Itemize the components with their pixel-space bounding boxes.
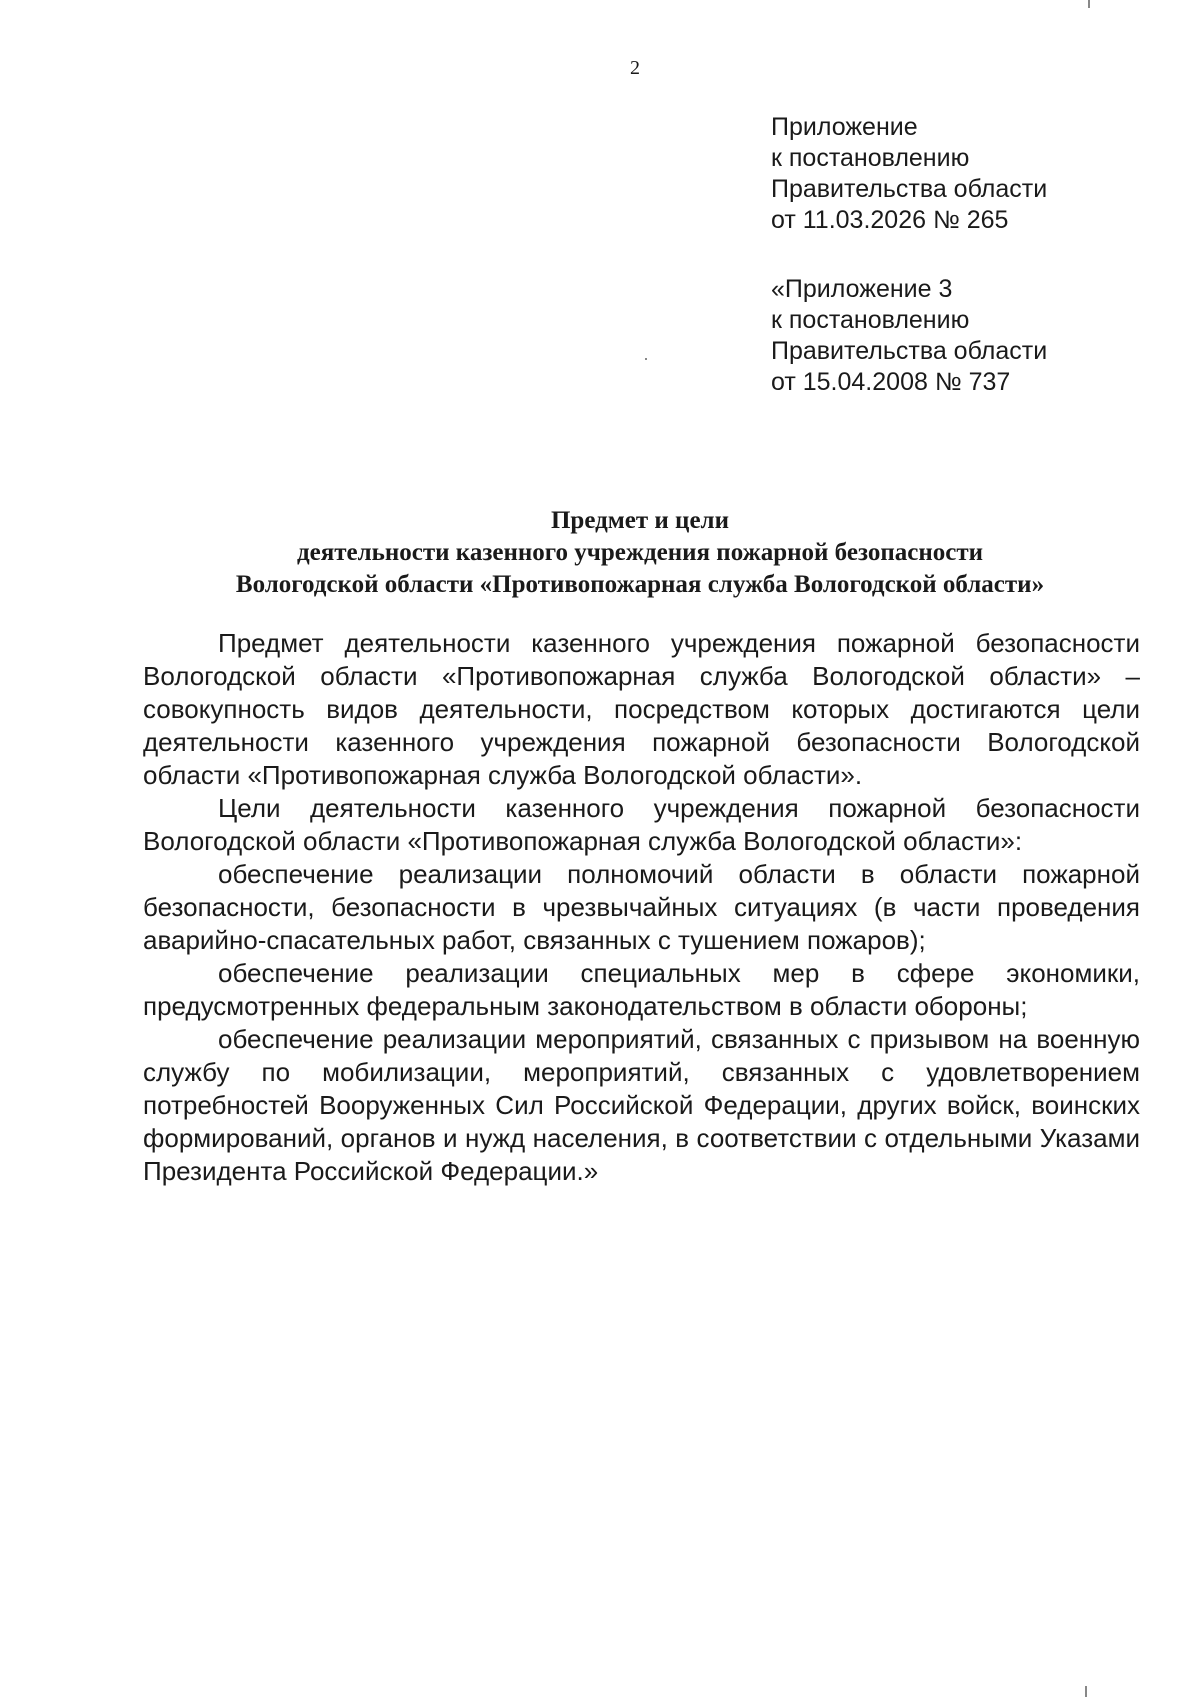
scan-mark bbox=[1088, 0, 1090, 8]
approval-block-current bbox=[771, 112, 1151, 236]
approval-line: Правительства области bbox=[771, 337, 1048, 365]
approval-block-original bbox=[771, 274, 1151, 398]
approval-line: от 15.04.2008 № 737 bbox=[771, 368, 1011, 396]
paragraph-subject: Предмет деятельности казенного учреждения пожарной безопасности Вологодской области «Противопожарная служба Вологодской области» – совокупность видов деятельности, посредством которых достигаются цели деятельности казенного учреждения пожарной безопасности Вологодской области «Противопожарная служба Вологодской области». bbox=[143, 628, 1140, 790]
approval-line: «Приложение 3 bbox=[771, 275, 953, 303]
title-line: Предмет и цели bbox=[550, 507, 729, 534]
paragraph-goals-intro: Цели деятельности казенного учреждения пожарной безопасности Вологодской области «Противопожарная служба Вологодской области»: bbox=[143, 793, 1140, 856]
approval-line: Правительства области bbox=[771, 175, 1048, 203]
document-title bbox=[140, 505, 1140, 601]
paragraph-goal-economy: обеспечение реализации специальных мер в сфере экономики, предусмотренных федеральным законодательством в области обороны; bbox=[143, 958, 1140, 1021]
document-body bbox=[143, 627, 1140, 1188]
page-number: 2 bbox=[630, 57, 640, 79]
approval-line: к постановлению bbox=[771, 306, 970, 334]
title-line: деятельности казенного учреждения пожарной безопасности bbox=[296, 539, 984, 566]
paragraph-goal-fire-safety: обеспечение реализации полномочий области в области пожарной безопасности, безопасности в чрезвычайных ситуациях (в части проведения аварийно-спасательных работ, связанных с тушением пожаров); bbox=[143, 859, 1140, 955]
scan-mark bbox=[1085, 1686, 1087, 1697]
approval-line: к постановлению bbox=[771, 144, 970, 172]
approval-line: от 11.03.2026 № 265 bbox=[771, 206, 1009, 234]
title-line: Вологодской области «Противопожарная служба Вологодской области» bbox=[235, 571, 1045, 598]
paragraph-goal-mobilization: обеспечение реализации мероприятий, связанных с призывом на военную службу по мобилизации, мероприятий, связанных с удовлетворением потребностей Вооруженных Сил Российской Федерации, других войск, воинских формирований, органов и нужд населения, в соответствии с отдельными Указами Президента Российской Федерации.» bbox=[143, 1024, 1140, 1186]
scan-mark bbox=[645, 358, 647, 360]
approval-line: Приложение bbox=[771, 113, 918, 141]
